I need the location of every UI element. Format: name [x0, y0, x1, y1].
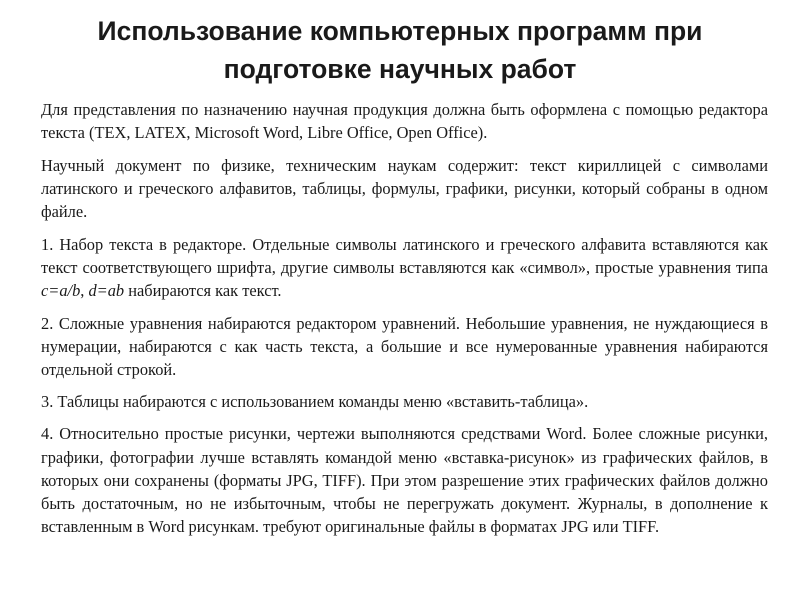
paragraph-item-3: 3. Таблицы набираются с использованием команды меню «вставить-таблица». [41, 392, 589, 412]
equation-c-ab: c=a/b [41, 281, 81, 301]
equation-d-ab: d=ab [88, 281, 125, 301]
paragraph-item-1 [41, 233, 768, 303]
paragraph-item-1-tail: набираются как текст. [124, 281, 282, 301]
slide-title [40, 12, 760, 88]
slide-title-line-1: Использование компьютерных программ при [97, 16, 703, 46]
paragraph-item-4: 4. Относительно простые рисунки, чертежи выполняются средствами Word. Более сложные рисунки, графики, фотографии лучше вставлять командой меню «вставка-рисунок» из графических файлов, в которых они сохранены (форматы JPG, TIFF). При этом разрешение этих графических файлов должно быть достаточным, но не избыточным, чтобы не перегружать документ. Журналы, в дополнение к вставленным в Word рисункам. требуют оригинальные файлы в форматах JPG или TIFF. [41, 424, 768, 537]
slide-body [41, 98, 768, 547]
equation-separator: , [80, 281, 89, 301]
paragraph-intro: Для представления по назначению научная продукция должна быть оформлена с помощью редактора текста (TEX, LATEX, Microsoft Word, Libre Office, Open Office). [41, 100, 768, 143]
paragraph-document-content: Научный документ по физике, техническим наукам содержит: текст кириллицей с символами латинского и греческого алфавитов, таблицы, формулы, графики, рисунки, который собраны в одном файле. [41, 155, 768, 222]
paragraph-item-1-text: 1. Набор текста в редакторе. Отдельные символы латинского и греческого алфавита вставляются как текст соответствующего шрифта, другие символы вставляются как «символ», простые уравнения типа [41, 235, 768, 278]
paragraph-item-2: 2. Сложные уравнения набираются редактором уравнений. Небольшие уравнения, не нуждающиеся в нумерации, набираются с как часть текста, а большие и все нумерованные уравнения набираются отдельной строкой. [41, 313, 768, 380]
slide-title-line-2: подготовке научных работ [223, 54, 577, 84]
